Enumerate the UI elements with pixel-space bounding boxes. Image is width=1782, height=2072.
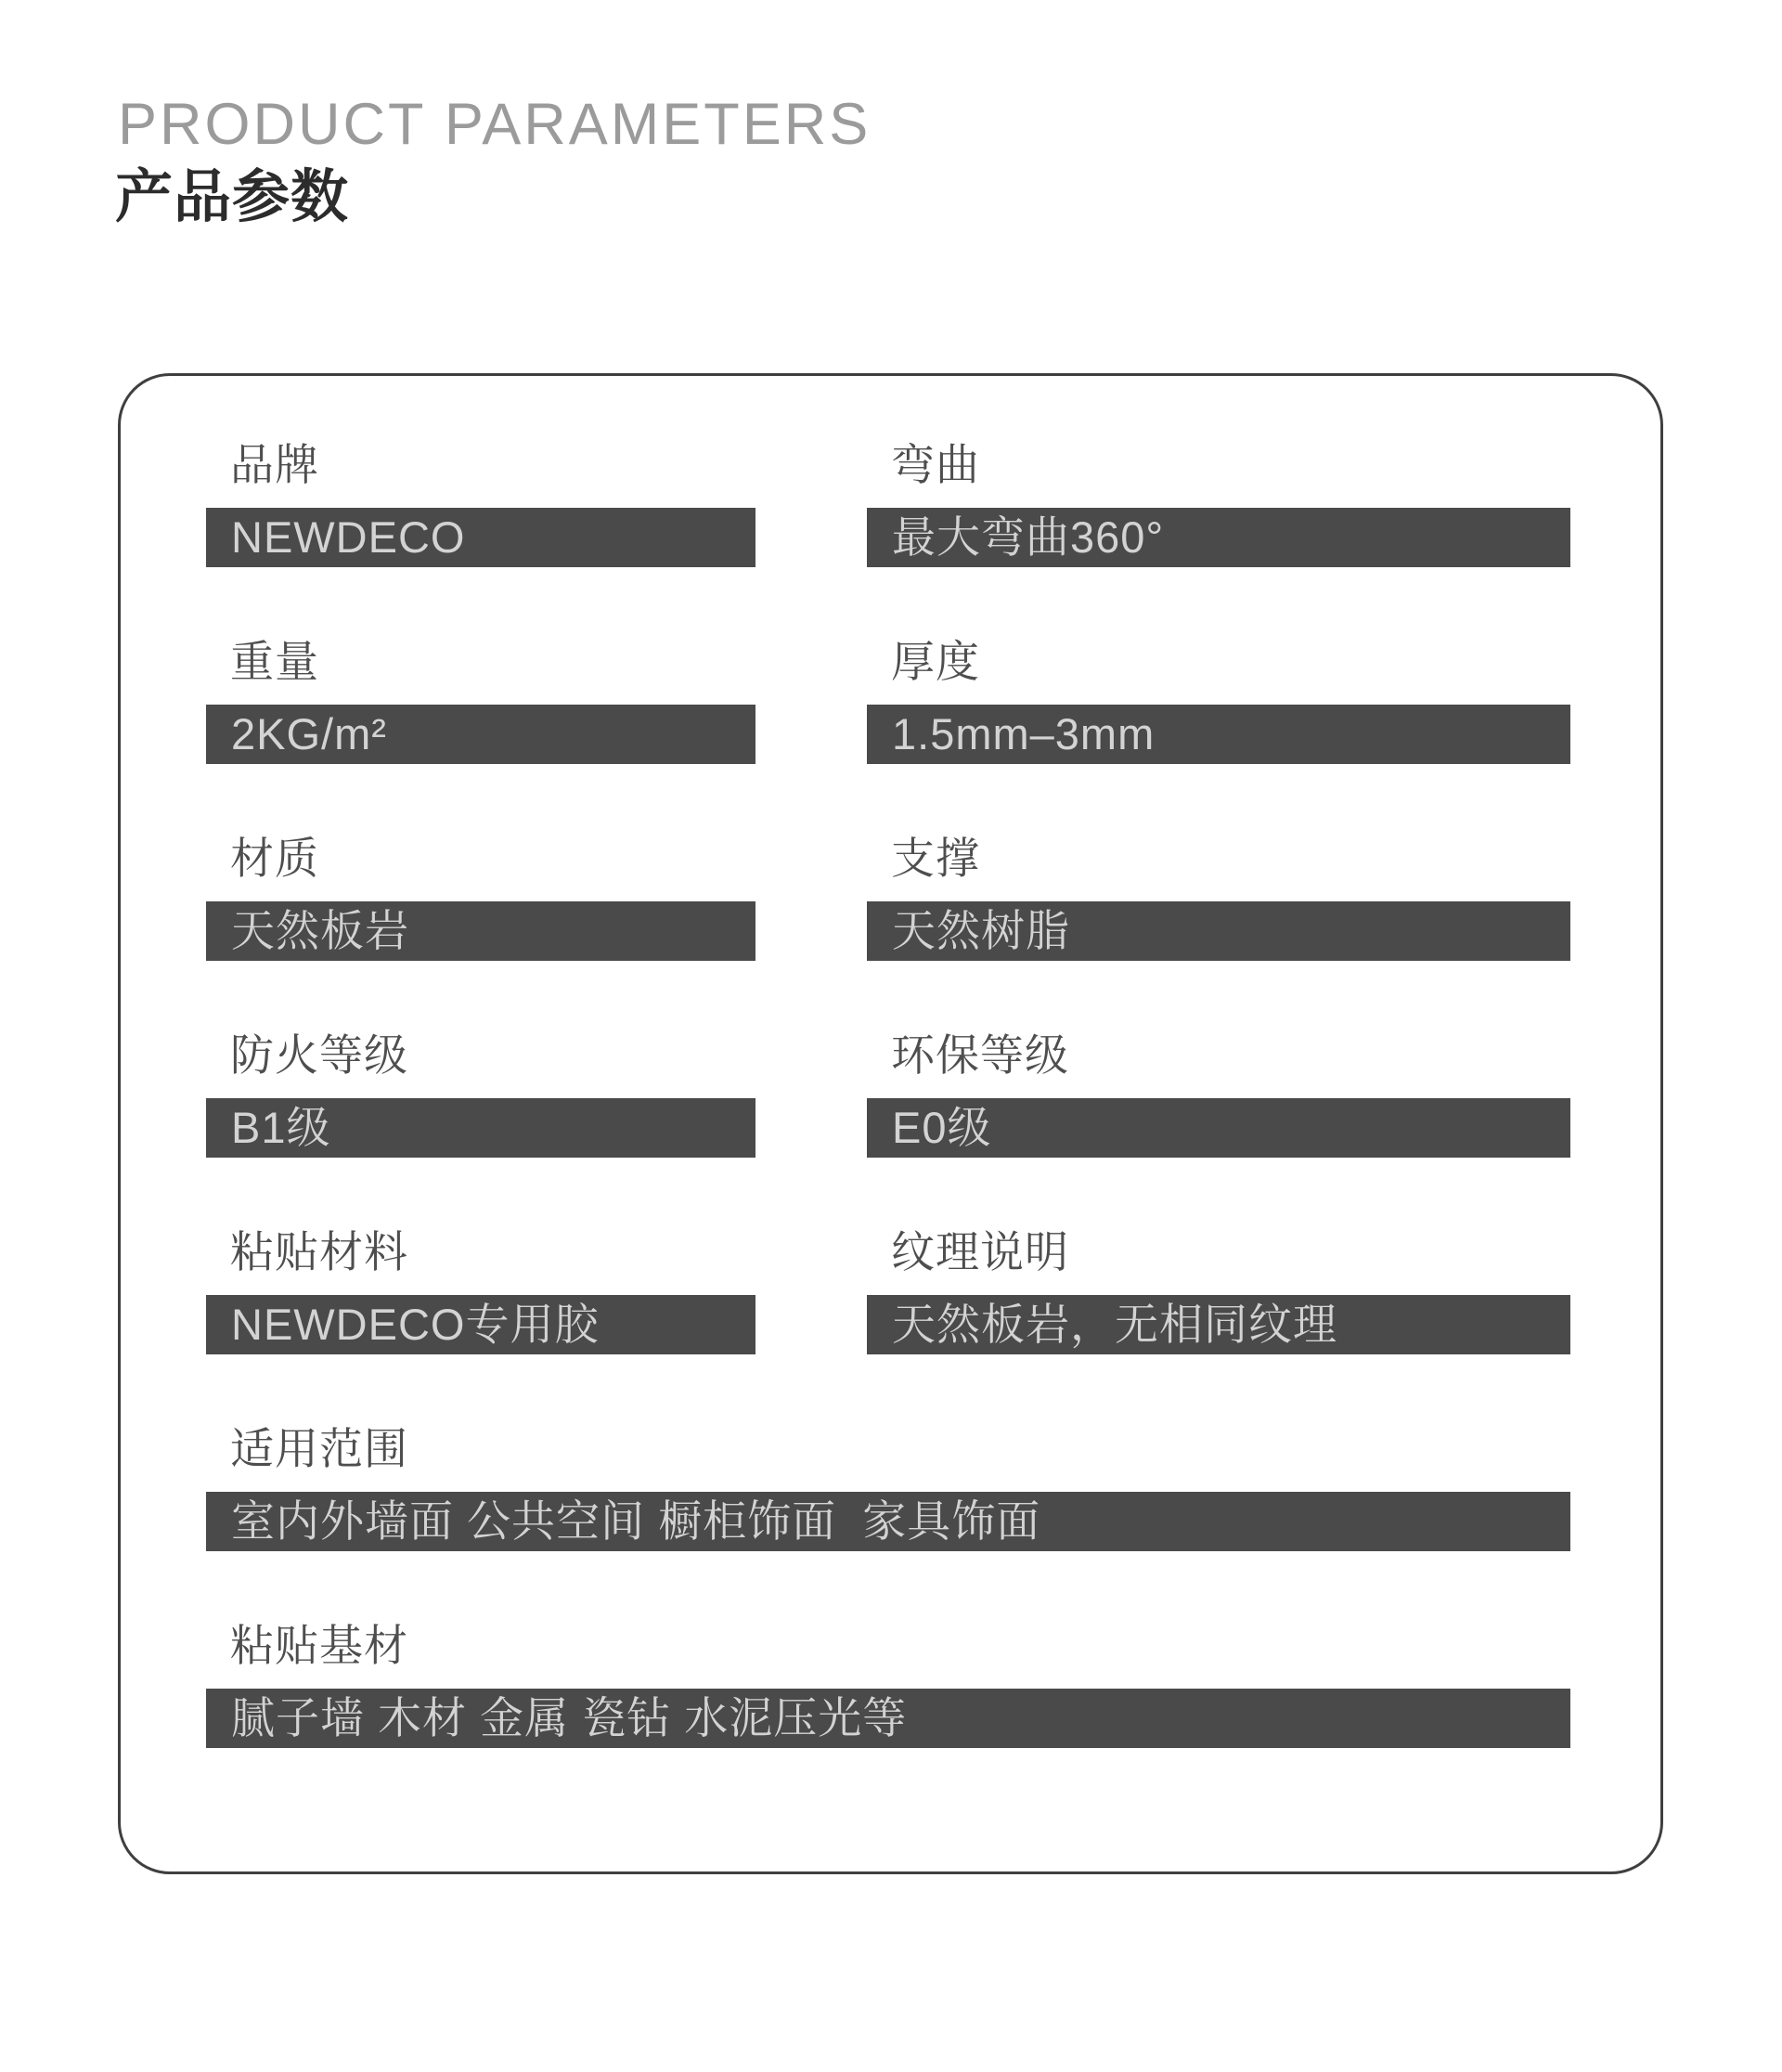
param-fire-rating-value-bar: B1级 [206,1098,755,1158]
param-brand-value-bar: NEWDECO [206,508,755,567]
param-texture-note [867,1225,1570,1354]
param-adhesive [206,1225,755,1354]
param-weight-value-bar: 2KG/m² [206,705,755,764]
param-adhesive-value-bar: NEWDECO专用胶 [206,1295,755,1354]
param-eco-rating [867,1029,1570,1158]
param-bend [867,438,1570,567]
param-eco-rating-value-bar: E0级 [867,1098,1570,1158]
param-material [206,832,755,961]
param-thickness [867,635,1570,764]
param-support [867,832,1570,961]
param-substrates-value-bar: 腻子墙 木材 金属 瓷钻 水泥压光等 [206,1689,1570,1748]
param-support-value-bar: 天然树脂 [867,901,1570,961]
param-thickness-value-bar: 1.5mm–3mm [867,705,1570,764]
param-fire-rating [206,1029,755,1158]
param-application-range-label: 适用范围 [230,1424,408,1473]
param-material-value-bar: 天然板岩 [206,901,755,961]
param-brand [206,438,755,567]
param-brand-label: 品牌 [230,440,319,489]
param-texture-note-value-bar: 天然板岩，无相同纹理 [867,1295,1570,1354]
param-thickness-label: 厚度 [891,637,980,686]
param-application-range-value-bar: 室内外墙面 公共空间 橱柜饰面 家具饰面 [206,1492,1570,1551]
param-bend-value-bar: 最大弯曲360° [867,508,1570,567]
param-bend-label: 弯曲 [891,440,980,489]
param-eco-rating-label: 环保等级 [891,1030,1069,1080]
param-weight-label: 重量 [230,637,319,686]
param-support-label: 支撑 [891,834,980,883]
param-substrates-label: 粘贴基材 [230,1621,408,1670]
param-texture-note-label: 纹理说明 [891,1227,1069,1276]
param-substrates [206,1619,1570,1748]
param-adhesive-label: 粘贴材料 [230,1227,408,1276]
param-fire-rating-label: 防火等级 [230,1030,408,1080]
page-title-english: PRODUCT PARAMETERS [118,92,872,157]
param-application-range [206,1422,1570,1551]
param-weight [206,635,755,764]
param-material-label: 材质 [230,834,319,883]
page-title-chinese: 产品参数 [115,165,350,229]
